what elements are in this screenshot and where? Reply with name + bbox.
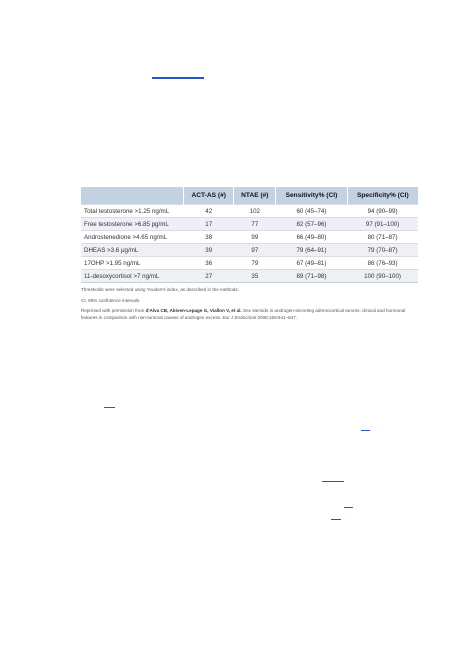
row-specificity: 97 (91–100) bbox=[347, 218, 418, 231]
reprint-authors: d'Alva CB, Abiven-Lepage G, Viallon V, et al. bbox=[145, 308, 242, 314]
row-act-as: 36 bbox=[184, 257, 234, 270]
row-act-as: 17 bbox=[184, 218, 234, 231]
row-ntae: 77 bbox=[234, 218, 276, 231]
row-ntae: 35 bbox=[234, 270, 276, 283]
reprint-prefix: Reprinted with permission from bbox=[81, 308, 146, 314]
row-ntae: 97 bbox=[234, 244, 276, 257]
row-ntae: 102 bbox=[234, 205, 276, 218]
row-specificity: 80 (71–87) bbox=[347, 231, 418, 244]
table-row bbox=[81, 231, 418, 244]
row-act-as: 39 bbox=[184, 244, 234, 257]
table-row bbox=[81, 257, 418, 270]
row-ntae: 99 bbox=[234, 231, 276, 244]
reference-link-mark[interactable] bbox=[104, 407, 115, 408]
row-act-as: 38 bbox=[184, 231, 234, 244]
footnote-thresholds: Thresholds were selected using Youden's index, as described in the methods. bbox=[81, 287, 239, 292]
row-name: 17OHP >1.95 ng/mL bbox=[81, 257, 184, 270]
diagnostic-table bbox=[81, 187, 418, 283]
footnote-reprint bbox=[81, 308, 418, 321]
table-header-row bbox=[81, 187, 418, 205]
header-act-as: ACT-AS (#) bbox=[184, 187, 234, 205]
table-row bbox=[81, 244, 418, 257]
reference-link-mark[interactable] bbox=[322, 481, 344, 482]
row-name: Total testosterone >1.25 ng/mL bbox=[81, 205, 184, 218]
row-sensitivity: 82 (57–96) bbox=[276, 218, 347, 231]
footnote-ci: CI, 95% confidence intervals. bbox=[81, 297, 141, 303]
table-row bbox=[81, 218, 418, 231]
row-ntae: 79 bbox=[234, 257, 276, 270]
row-name: DHEAS >3.6 μg/mL bbox=[81, 244, 184, 257]
header-specificity: Specificity% (CI) bbox=[347, 187, 418, 205]
header-name bbox=[81, 187, 184, 205]
reference-link-mark[interactable] bbox=[344, 507, 353, 508]
header-ntae: NTAE (#) bbox=[234, 187, 276, 205]
row-specificity: 94 (90–99) bbox=[347, 205, 418, 218]
header-sensitivity: Sensitivity% (CI) bbox=[276, 187, 347, 205]
table-row bbox=[81, 205, 418, 218]
row-specificity: 86 (76–93) bbox=[347, 257, 418, 270]
row-name: Androstenedione >4.65 ng/mL bbox=[81, 231, 184, 244]
reprint-journal: Eur J Endocrinol bbox=[222, 314, 257, 320]
row-sensitivity: 66 (49–80) bbox=[276, 231, 347, 244]
reference-link-mark[interactable] bbox=[331, 519, 341, 520]
row-sensitivity: 89 (71–98) bbox=[276, 270, 347, 283]
row-specificity: 79 (70–87) bbox=[347, 244, 418, 257]
table-row bbox=[81, 270, 418, 283]
reprint-citation: 2008;159:641–647. bbox=[256, 314, 298, 320]
row-name: Free testosterone >6.85 pg/mL bbox=[81, 218, 184, 231]
reference-link-mark[interactable] bbox=[152, 77, 204, 79]
row-name: 11-desoxycortisol >7 ng/mL bbox=[81, 270, 184, 283]
reference-link-mark[interactable] bbox=[361, 430, 370, 431]
diagnostic-table-block bbox=[81, 187, 418, 321]
row-sensitivity: 67 (49–81) bbox=[276, 257, 347, 270]
row-act-as: 42 bbox=[184, 205, 234, 218]
row-sensitivity: 60 (45–74) bbox=[276, 205, 347, 218]
row-specificity: 100 (90–100) bbox=[347, 270, 418, 283]
reprint-title: Sex steroids in androgen-secreting adrenocortical tumors: clinical and hormonal features in comparison with non-tumoral causes of androgen excess. bbox=[81, 308, 406, 320]
row-act-as: 27 bbox=[184, 270, 234, 283]
row-sensitivity: 79 (64–91) bbox=[276, 244, 347, 257]
